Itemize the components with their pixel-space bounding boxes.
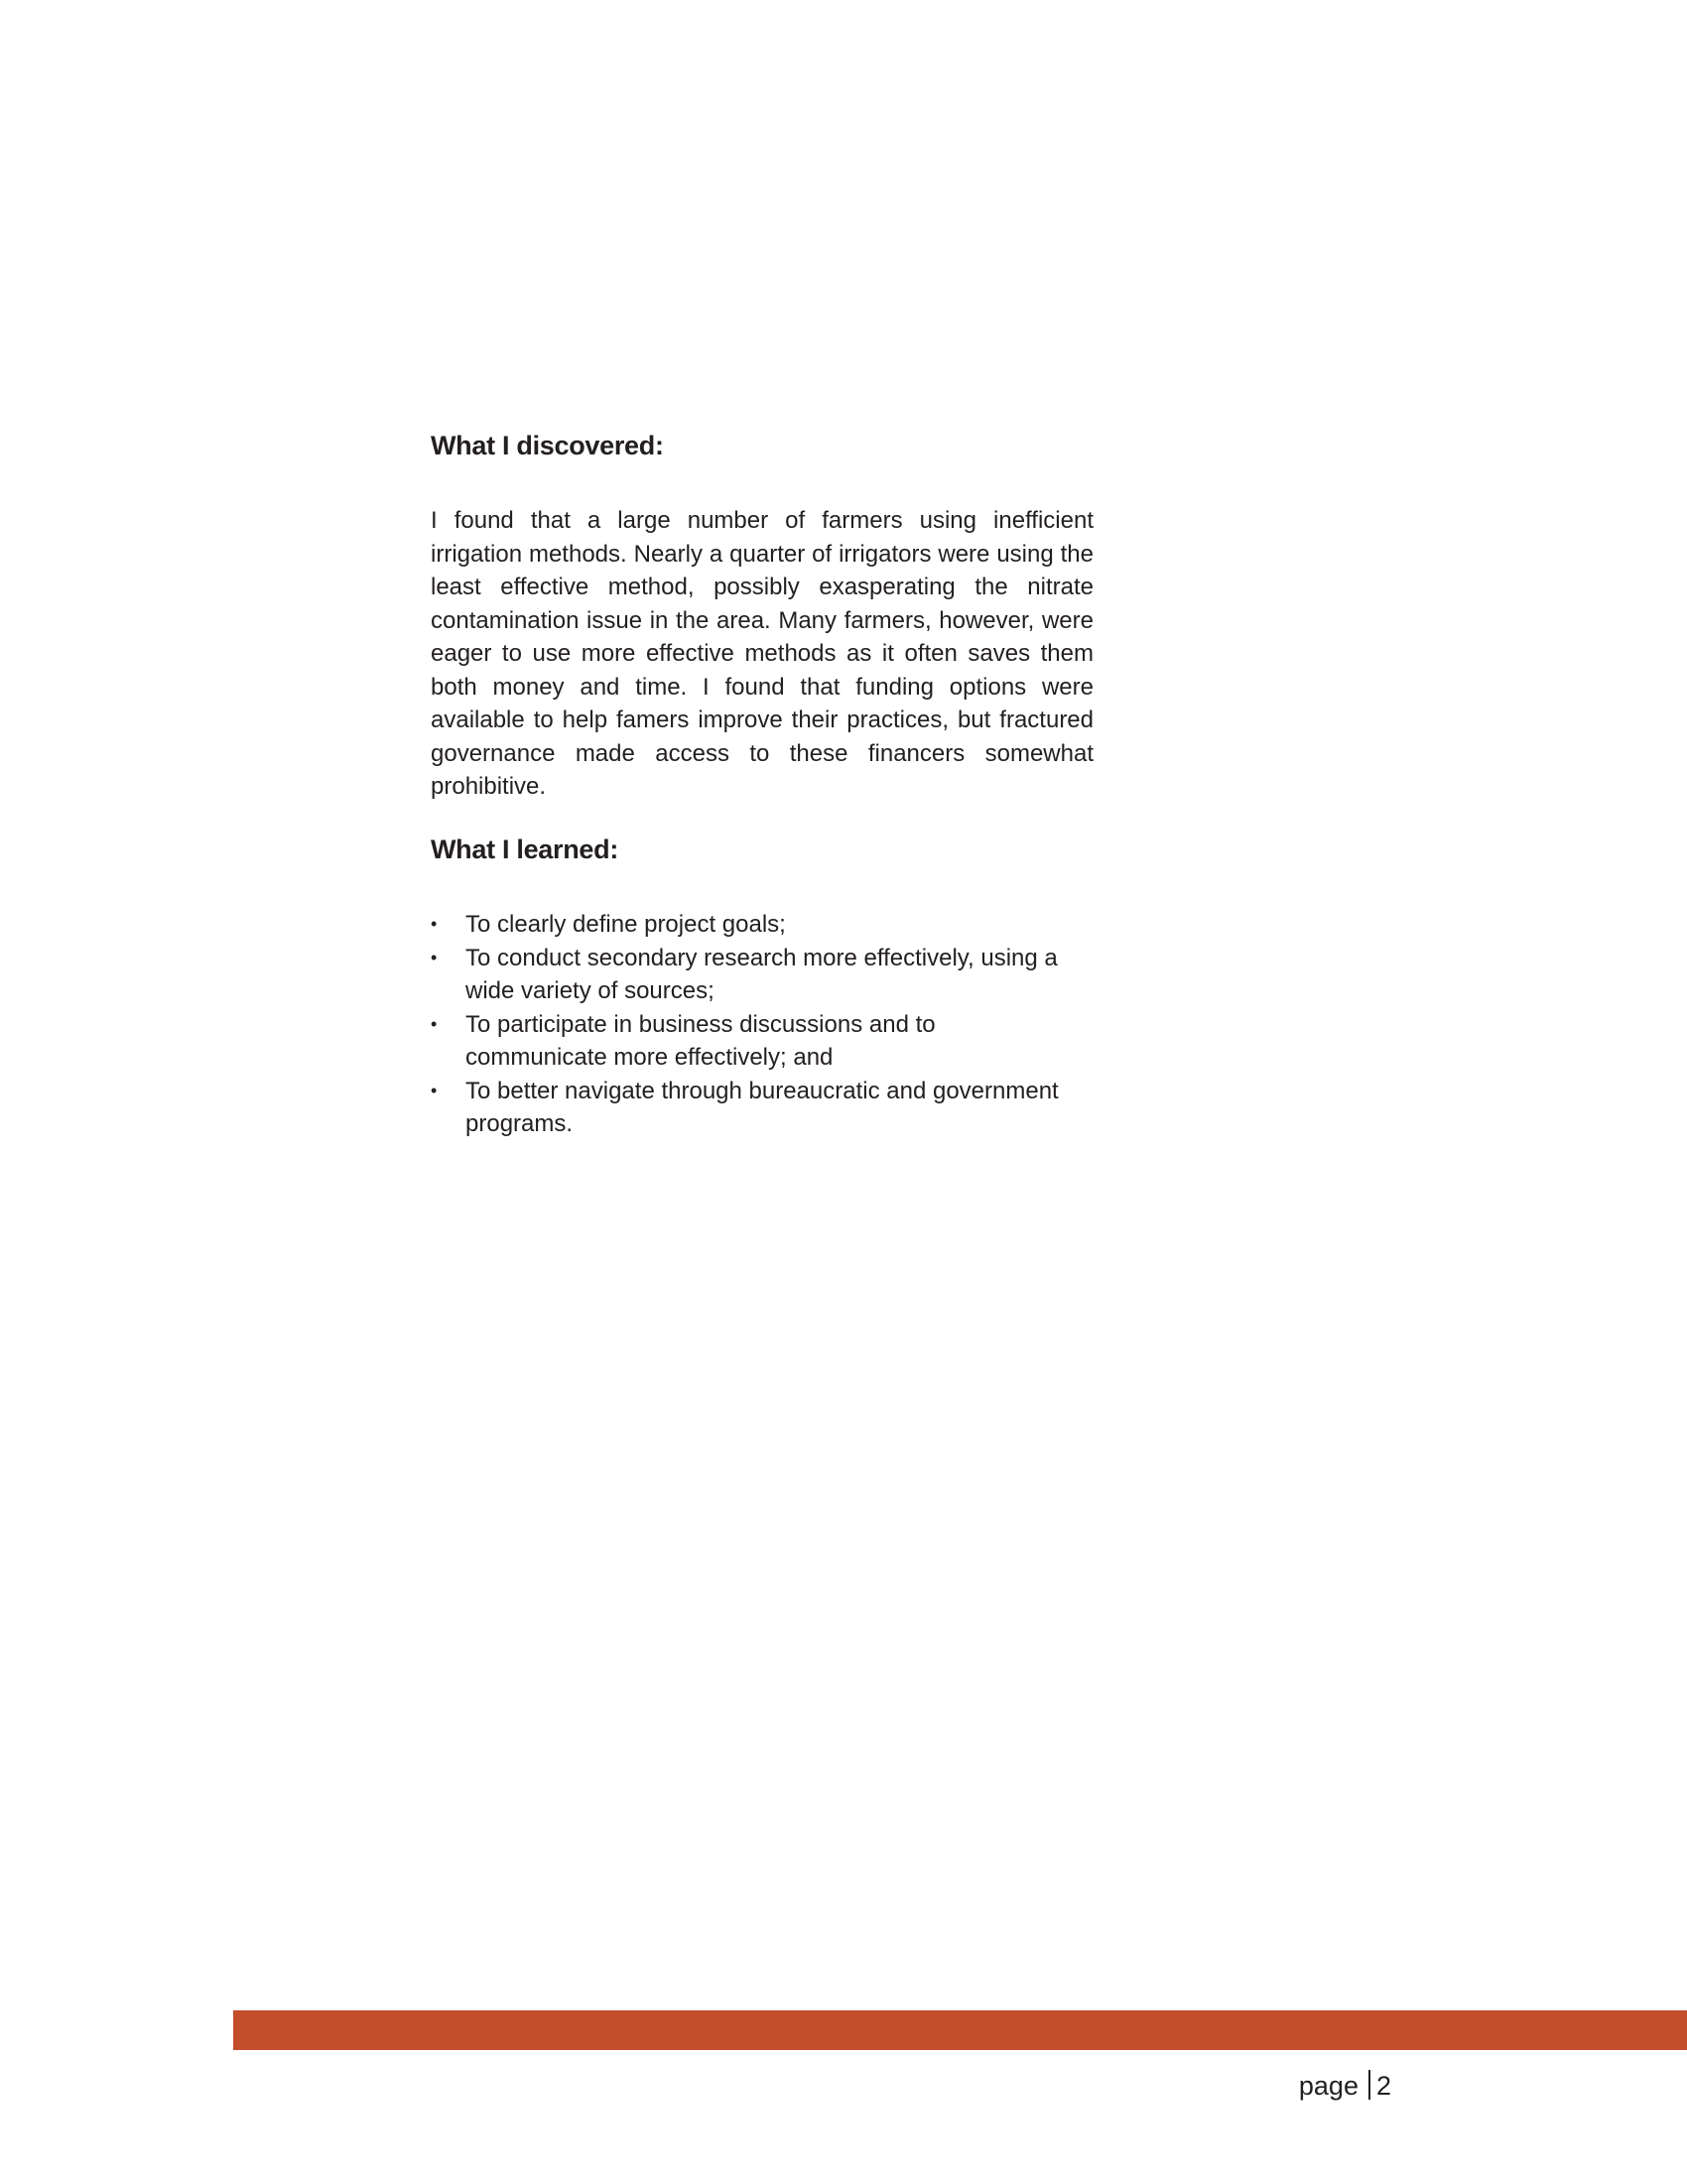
list-item (431, 942, 1066, 1008)
heading-what-i-discovered: What I discovered: (431, 431, 664, 460)
heading-what-i-learned: What I learned: (431, 835, 619, 864)
list-item-text: To conduct secondary research more effectively, using a wide variety of sources; (465, 944, 1058, 1004)
bullet-icon: • (431, 1080, 438, 1100)
list-item-text: To better navigate through bureaucratic and government programs. (465, 1077, 1059, 1137)
page-number (1299, 2070, 1391, 2102)
bullet-icon: • (431, 1013, 438, 1034)
page-label: page (1298, 2071, 1359, 2101)
list-item-text: To participate in business discussions and to communicate more effectively; and (465, 1010, 936, 1071)
list-item (431, 1075, 1066, 1141)
list-item-text: To clearly define project goals; (465, 911, 786, 938)
discovered-paragraph: I found that a large number of farmers using inefficient irrigation methods. Nearly a quarter of irrigators were using the least effective method, possibly exasperating the nitrate contamination issue in the area. Many farmers, however, were eager to use more effective methods as it often saves them both money and time. I found that funding options were available to help famers improve their practices, but fractured governance made access to these financers somewhat prohibitive. (431, 507, 1094, 800)
bullet-icon: • (431, 947, 438, 967)
list-item (431, 908, 1066, 942)
list-item (431, 1008, 1066, 1075)
page-number-value: 2 (1375, 2071, 1391, 2101)
learned-list (431, 908, 1066, 1141)
bullet-icon: • (431, 914, 438, 934)
page-separator (1368, 2070, 1370, 2100)
footer-bar (233, 2010, 1687, 2050)
